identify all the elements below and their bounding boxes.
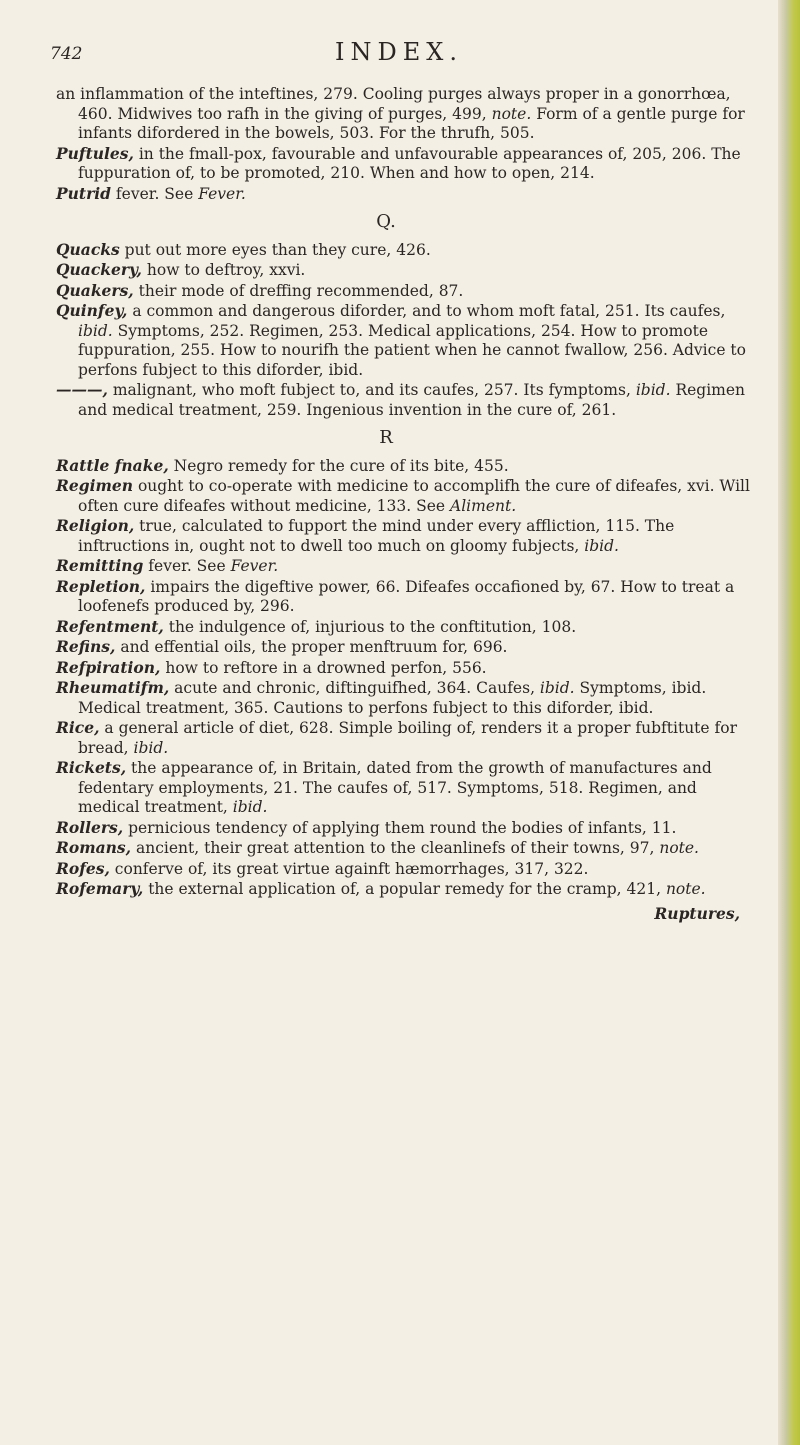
entry-ref: ibid. [635, 381, 671, 399]
entry-text: pernicious tendency of applying them round the bodies of infants, 11. [123, 818, 677, 837]
index-entry [56, 758, 756, 818]
section-heading-r: R [379, 427, 393, 448]
index-entry [56, 658, 756, 679]
entry-tail: Regimen and medical treatment, 259. Ingenious invention in the cure of, 261. [78, 381, 746, 419]
entry-tail: Symptoms, ibid. Medical treatment, 365. Cautions to perfons fubject to this diforder, ibid. [78, 679, 707, 717]
index-entry [56, 859, 756, 880]
entry-term: Rofes, [56, 858, 110, 878]
entry-text: an inflammation of the inteftines, 279. Cooling purges always proper in a gonorrhœa, 460. Midwives too rafh in the giving of purges, 499, [56, 85, 731, 123]
entry-text: ought to co-operate with medicine to accomplifh the cure of difeafes, xvi. Will often cure difeafes without medicine, 133. See [78, 477, 750, 515]
entry-term: Rattle fnake, [56, 455, 169, 475]
entry-ref: ibid. [133, 738, 169, 757]
entry-term: Refins, [56, 637, 116, 656]
index-entry [56, 678, 756, 718]
index-entry [56, 476, 756, 516]
entry-text: put out more eyes than they cure, 426. [119, 240, 431, 259]
index-entry [56, 617, 756, 638]
entry-text: how to deftroy, xxvi. [141, 261, 306, 279]
entry-ref: Fever. [198, 184, 246, 203]
index-entry [56, 184, 756, 205]
entry-text: malignant, who moft fubject to, and its caufes, 257. Its fymptoms, [107, 381, 636, 399]
entry-ref: note. [491, 104, 532, 123]
index-entry [56, 637, 756, 658]
page-number: 742 [50, 44, 83, 64]
entry-ref: ibid. [232, 798, 268, 816]
entry-term: Rickets, [56, 758, 127, 777]
index-body [56, 84, 756, 923]
entry-term: Religion, [56, 516, 135, 535]
entry-text: conferve of, its great virtue againft hæmorrhages, 317, 322. [109, 859, 589, 878]
entry-text: their mode of dreffing recommended, 87. [133, 281, 464, 300]
entry-term: Rheumatifm, [56, 678, 170, 697]
entry-term: ———, [56, 380, 108, 399]
index-entry [56, 301, 756, 380]
catchword: Ruptures, [654, 903, 740, 923]
entry-term: Remitting [56, 556, 144, 575]
entry-term: Putrid [56, 183, 111, 203]
entries-q [56, 240, 756, 421]
index-entry [56, 879, 756, 900]
entry-text: impairs the digeftive power, 66. Difeafes occafioned by, 67. How to treat a loofenefs produced by, 296. [78, 577, 735, 615]
entry-text: the appearance of, in Britain, dated from the growth of manufactures and fedentary employments, 21. The caufes of, 517. Symptoms, 518. Regimen, and medical treatment, [78, 759, 712, 816]
entry-term: Puftules, [56, 143, 134, 163]
entry-text: fever. See [143, 557, 231, 575]
entry-term: Refentment, [56, 616, 164, 636]
index-entry [56, 84, 756, 144]
index-entry [56, 240, 756, 261]
entry-ref: note. [665, 880, 706, 898]
entry-text: the external application of, a popular remedy for the cramp, 421, [143, 880, 666, 898]
entry-ref: ibid. [539, 679, 575, 697]
entry-term: Quacks [56, 239, 120, 259]
index-entry [56, 260, 756, 281]
entry-text: acute and chronic, diftinguifhed, 364. Caufes, [169, 679, 540, 697]
entry-text: and effential oils, the proper menftruum for, 696. [115, 638, 508, 656]
entry-ref: ibid. [78, 321, 113, 340]
running-head: INDEX. [335, 38, 463, 66]
index-entry [56, 516, 756, 556]
index-entry [56, 556, 756, 577]
page-binding-edge [778, 0, 800, 1445]
entry-term: Romans, [56, 838, 132, 857]
entry-term: Rofemary, [56, 879, 144, 898]
index-entry [56, 456, 756, 477]
section-heading-q: Q. [376, 211, 396, 232]
entry-term: Quackery, [56, 260, 142, 279]
page-header [50, 38, 690, 78]
entry-text: Negro remedy for the cure of its bite, 455. [168, 456, 509, 475]
entry-term: Regimen [56, 476, 134, 495]
index-entry [56, 144, 756, 184]
entry-ref: note. [659, 839, 699, 857]
entry-ref: Aliment. [450, 496, 517, 515]
entry-text: the indulgence of, injurious to the conftitution, 108. [163, 617, 577, 636]
entry-term: Repletion, [56, 576, 146, 596]
entry-term: Quakers, [56, 280, 134, 300]
entry-term: Quinfey, [56, 301, 128, 320]
index-entry [56, 818, 756, 839]
entry-text: how to reftore in a drowned perfon, 556. [160, 658, 487, 677]
entry-ref: ibid. [584, 536, 619, 555]
entry-term: Rollers, [56, 817, 124, 837]
entry-text: ancient, their great attention to the cleanlinefs of their towns, 97, [131, 839, 660, 857]
index-entry [56, 718, 756, 758]
entry-text: a common and dangerous diforder, and to whom moft fatal, 251. Its caufes, [127, 302, 726, 320]
index-entry [56, 838, 756, 859]
entries-r [56, 456, 756, 900]
entry-text: true, calculated to fupport the mind under every affliction, 115. The inftructions in, ought not to dwell too much on gloomy fubjects, [78, 517, 675, 555]
entry-tail: Symptoms, 252. Regimen, 253. Medical applications, 254. How to promote fuppuration, 255. How to nourifh the patient when he cannot fwallow, 256. Advice to perfons fubject to this diforder, ibid. [78, 321, 746, 379]
index-entry [56, 577, 756, 617]
index-entry [56, 380, 756, 420]
entry-term: Rice, [56, 718, 100, 737]
entry-ref: Fever. [230, 557, 279, 575]
entry-tail: Form of a gentle purge for infants difordered in the bowels, 503. For the thrufh, 505. [78, 104, 745, 142]
entry-text: in the fmall-pox, favourable and unfavourable appearances of, 205, 206. The fuppuration of, to be promoted, 210. When and how to open, 214. [78, 144, 741, 182]
entry-text: a general article of diet, 628. Simple boiling of, renders it a proper fubftitute for bread, [78, 719, 737, 757]
entries-continued [56, 84, 756, 204]
entry-term: Refpiration, [56, 657, 161, 677]
entry-text: fever. See [110, 184, 199, 203]
index-entry [56, 281, 756, 302]
